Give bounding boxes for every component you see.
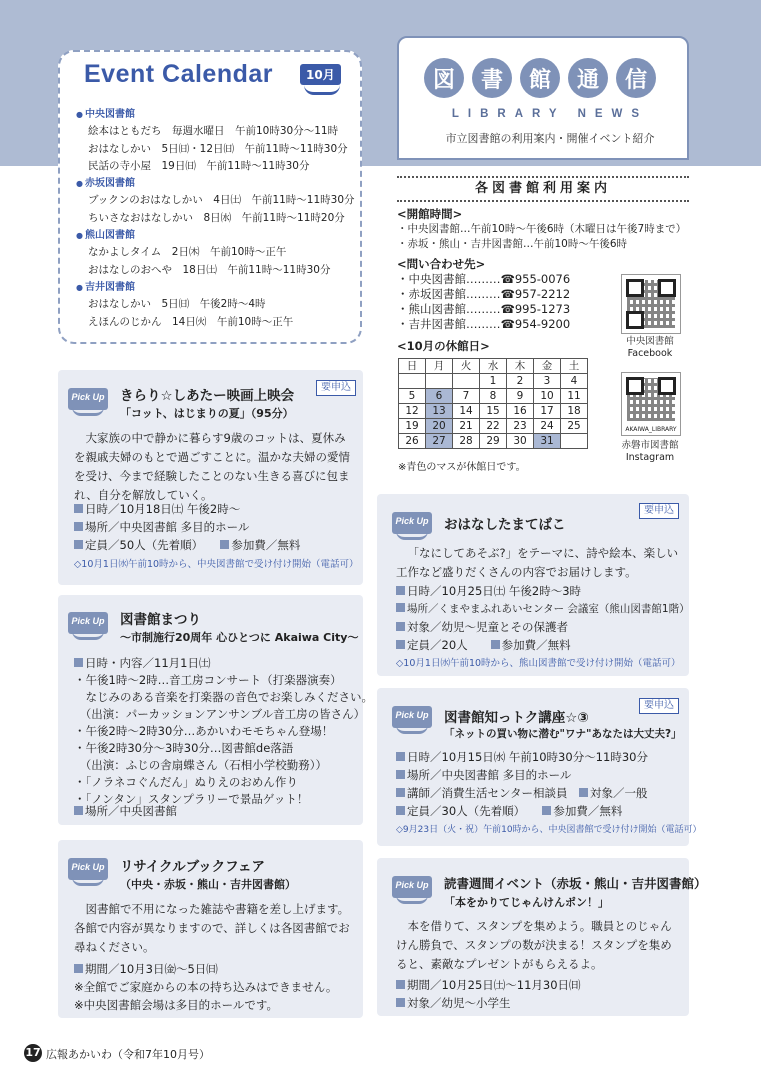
- card4-place: 場所／くまやまふれあいセンター 会議室（熊山図書館1階）: [396, 600, 690, 618]
- contact-line: ・熊山図書館………☎995-1273: [397, 302, 571, 316]
- calendar-day: [561, 434, 588, 449]
- event-calendar-library: ● 熊山図書館: [76, 227, 361, 244]
- book-icon: [304, 84, 340, 95]
- weekday-header: 月: [426, 359, 453, 374]
- calendar-day: 10: [534, 389, 561, 404]
- library-news-subtitle: LIBRARY NEWS: [451, 108, 649, 120]
- card2-place: 場所／中央図書館: [74, 802, 177, 820]
- weekday-header: 火: [453, 359, 480, 374]
- calendar-day: 7: [453, 389, 480, 404]
- weekday-header: 日: [399, 359, 426, 374]
- card4-body: 「なにしてあそぶ?」をテーマに、詩や絵本、楽しい工作など盛りだくさんの内容でお届けします。: [396, 546, 679, 579]
- event-calendar-item: おはなしのおへや 18日㈯ 午前11時～11時30分: [88, 263, 331, 276]
- pickup-badge: Pick Up: [68, 388, 108, 416]
- qr2-caption-line: 赤磐市図書館: [621, 440, 679, 451]
- festival-item: なじみのある音楽を打楽器の音色でお楽しみください。: [74, 690, 373, 704]
- card1-capacity: 定員／50人（先着順） 参加費／無料: [74, 536, 300, 554]
- event-calendar-item: 絵本はともだち 毎週水曜日 午前10時30分～11時: [88, 125, 339, 138]
- qr1-caption-line: 中央図書館: [626, 336, 674, 347]
- hours-line: ・赤坂・熊山・吉井図書館…午前10時～午後6時: [397, 238, 628, 250]
- library-news-title: [424, 58, 656, 98]
- festival-item: ・午後2時30分～3時30分…図書館de落語: [74, 741, 294, 755]
- calendar-day: 3: [534, 374, 561, 389]
- card6-body: 本を借りて、スタンプを集めよう。職員とのじゃんけん勝負で、スタンプの数が決まる！スタンプを集めると、素敵なプレゼントがもらえるよ。: [396, 919, 672, 971]
- card3-note1: ※全館でご家庭からの本の持ち込みはできません。: [74, 980, 338, 994]
- festival-item: ・「ノラネコぐんだん」ぬりえのおめん作り: [74, 775, 298, 789]
- library-news-char: 館: [520, 58, 560, 98]
- event-calendar-library: ● 赤坂図書館: [76, 175, 361, 192]
- card5-title: 図書館知っトク講座☆③: [444, 710, 589, 726]
- card4-capacity: 定員／20人 参加費／無料: [396, 636, 571, 654]
- closed-note: ※青色のマスが休館日です。: [398, 462, 526, 473]
- card5-date: 日時／10月15日㈬ 午前10時30分～11時30分: [396, 748, 648, 766]
- calendar-day: 16: [507, 404, 534, 419]
- library-news-char: 書: [472, 58, 512, 98]
- calendar-day: 11: [561, 389, 588, 404]
- card5-note: ◇9月23日（火・祝）午前10時から、中央図書館で受け付け開始（電話可）: [396, 825, 702, 835]
- contacts: [397, 257, 607, 332]
- calendar-day: 19: [399, 419, 426, 434]
- event-calendar-list: [76, 106, 361, 331]
- hours-line: ・中央図書館…午前10時～午後6時（木曜日は午後7時まで）: [397, 223, 687, 235]
- library-news-char: 図: [424, 58, 464, 98]
- calendar-day: 13: [426, 404, 453, 419]
- calendar-day: 20: [426, 419, 453, 434]
- pickup-badge: Pick Up: [392, 512, 432, 540]
- festival-item: ・「ノンタン」スタンプラリーで景品ゲット！: [74, 792, 309, 806]
- event-calendar-title: Event Calendar: [84, 60, 274, 88]
- event-calendar-item: ちいさなおはなしかい 8日㈬ 午前11時～11時20分: [88, 211, 345, 224]
- card3-note2: ※中央図書館会場は多目的ホールです。: [74, 998, 278, 1012]
- event-calendar-item: ブックンのおはなしかい 4日㈯ 午前11時～11時30分: [88, 194, 355, 207]
- library-news-char: 通: [568, 58, 608, 98]
- event-calendar-item: えほんのじかん 14日㈫ 午前10時～正午: [88, 315, 294, 328]
- card2-title: 図書館まつり: [120, 612, 201, 628]
- calendar-day: 28: [453, 434, 480, 449]
- pickup-badge: Pick Up: [68, 858, 108, 886]
- card2-items: [74, 672, 373, 808]
- card1-note: ◇10月1日㈬午前10時から、中央図書館で受け付け開始（電話可）: [74, 559, 359, 570]
- card2-subtitle: ～市制施行20周年 心ひとつに Akaiwa City～: [120, 631, 359, 644]
- festival-item: ・午後1時～2時…音工房コンサート（打楽器演奏）: [74, 673, 342, 687]
- instagram-qr-code[interactable]: [621, 372, 681, 436]
- card1-subtitle: 「コット、はじまりの夏」（95分）: [120, 407, 294, 420]
- event-calendar-library: ● 中央図書館: [76, 106, 361, 123]
- weekday-header: 水: [480, 359, 507, 374]
- weekday-header: 木: [507, 359, 534, 374]
- qr1-caption-line: Facebook: [627, 348, 673, 359]
- calendar-day: 24: [534, 419, 561, 434]
- weekday-header: 土: [561, 359, 588, 374]
- registration-required-badge: 要申込: [639, 503, 679, 519]
- card5-subtitle: 「ネットの買い物に潜む"ワナ"あなたは大丈夫?」: [444, 728, 682, 740]
- card4-date: 日時／10月25日㈯ 午後2時～3時: [396, 582, 581, 600]
- page-number: 17: [24, 1044, 42, 1062]
- opening-hours: [397, 207, 697, 252]
- calendar-day: 1: [480, 374, 507, 389]
- qr2-caption-line: Instagram: [625, 452, 675, 463]
- card6-target: 対象／幼児～小学生: [396, 994, 511, 1012]
- festival-item: ・午後2時～2時30分…あかいわモモちゃん登場！: [74, 724, 334, 738]
- event-calendar-library: ● 吉井図書館: [76, 279, 361, 296]
- card1-place: 場所／中央図書館 多目的ホール: [74, 518, 249, 536]
- festival-item: （出演：ふじの舎扇蝶さん（石相小学校勤務））: [74, 758, 327, 772]
- calendar-day: 5: [399, 389, 426, 404]
- pickup-badge: Pick Up: [392, 876, 432, 904]
- qr2-caption: [608, 440, 692, 464]
- calendar-day: 25: [561, 419, 588, 434]
- qr2-label: AKAIWA_LIBRARY: [625, 426, 677, 433]
- card6-title: 読書週間イベント（赤坂・熊山・吉井図書館）: [444, 876, 707, 891]
- event-calendar-item: なかよしタイム 2日㈭ 午前10時～正午: [88, 246, 287, 259]
- contact-line: ・赤坂図書館………☎957-2212: [397, 287, 571, 301]
- pickup-badge: Pick Up: [68, 612, 108, 640]
- event-calendar-item: おはなしかい 5日㈰・12日㈰ 午前11時～11時30分: [88, 142, 348, 155]
- pickup-badge: Pick Up: [392, 706, 432, 734]
- calendar-day: 29: [480, 434, 507, 449]
- card1-date: 日時／10月18日㈯ 午後2時～: [74, 500, 240, 518]
- calendar-day: 6: [426, 389, 453, 404]
- card2-date: 日時・内容／11月1日㈯: [74, 654, 210, 672]
- qr1-caption: [608, 336, 692, 360]
- weekday-header: 金: [534, 359, 561, 374]
- card3-title: リサイクルブックフェア: [120, 859, 265, 875]
- card3-period: 期間／10月3日㈮～5日㈰: [74, 960, 218, 978]
- calendar-day: 23: [507, 419, 534, 434]
- card5-capacity: 定員／30人（先着順） 参加費／無料: [396, 802, 622, 820]
- contact-line: ・中央図書館………☎955-0076: [397, 272, 571, 286]
- calendar-day: 26: [399, 434, 426, 449]
- calendar-day: 22: [480, 419, 507, 434]
- calendar-day: 30: [507, 434, 534, 449]
- registration-required-badge: 要申込: [639, 698, 679, 714]
- facebook-qr-code[interactable]: [621, 274, 681, 334]
- calendar-day: [426, 374, 453, 389]
- card4-target: 対象／幼児～児童とその保護者: [396, 618, 568, 636]
- calendar-day: 17: [534, 404, 561, 419]
- card1-title: きらり☆しあたー映画上映会: [120, 388, 295, 404]
- contact-line: ・吉井図書館………☎954-9200: [397, 317, 571, 331]
- calendar-day: 31: [534, 434, 561, 449]
- event-calendar-item: おはなしかい 5日㈰ 午後2時～4時: [88, 298, 266, 311]
- library-news-char: 信: [616, 58, 656, 98]
- calendar-day: 14: [453, 404, 480, 419]
- card3-subtitle: （中央・赤坂・熊山・吉井図書館）: [120, 878, 296, 891]
- calendar-day: 4: [561, 374, 588, 389]
- event-calendar-month: 10月: [300, 64, 341, 85]
- calendar-day: [453, 374, 480, 389]
- closed-days-calendar: [398, 358, 588, 449]
- card1-body: 大家族の中で静かに暮らす9歳のコットは、夏休みを親戚夫婦のもとで過ごすことに。温かな夫婦の愛情を受け、今まで経験したことのない生きる喜びに包まれ、自分を解放していく。: [74, 431, 350, 502]
- contact-label: <問い合わせ先>: [397, 257, 486, 271]
- card3-body: 図書館で不用になった雑誌や書籍を差し上げます。各館で内容が異なりますので、詳しくは各図書館でお尋ねください。: [74, 902, 350, 954]
- library-news-desc: 市立図書館の利用案内・開催イベント紹介: [445, 132, 655, 145]
- card4-note: ◇10月1日㈬午前10時から、熊山図書館で受け付け開始（電話可）: [396, 658, 681, 669]
- calendar-day: 8: [480, 389, 507, 404]
- calendar-day: 9: [507, 389, 534, 404]
- closed-days-label: <10月の休館日>: [397, 339, 490, 353]
- calendar-day: 2: [507, 374, 534, 389]
- card5-lecturer: 講師／消費生活センター相談員 対象／一般: [396, 784, 648, 802]
- calendar-day: 18: [561, 404, 588, 419]
- card6-period: 期間／10月25日㈯～11月30日㈰: [396, 976, 581, 994]
- calendar-day: 12: [399, 404, 426, 419]
- event-calendar-item: 民話の寺小屋 19日㈰ 午前11時～11時30分: [88, 159, 310, 172]
- calendar-day: 27: [426, 434, 453, 449]
- calendar-day: 21: [453, 419, 480, 434]
- festival-item: （出演：パーカッションアンサンブル音工房の皆さん）: [74, 707, 366, 721]
- registration-required-badge: 要申込: [316, 380, 356, 396]
- card5-place: 場所／中央図書館 多目的ホール: [396, 766, 571, 784]
- calendar-day: [399, 374, 426, 389]
- footer-text: 広報あかいわ（令和7年10月号）: [46, 1048, 210, 1061]
- card4-title: おはなしたまてばこ: [444, 517, 566, 533]
- card6-subtitle: 「本をかりてじゃんけんポン！」: [444, 896, 609, 909]
- opening-hours-label: <開館時間>: [397, 207, 463, 221]
- info-title: 各図書館利用案内: [397, 176, 689, 202]
- calendar-day: 15: [480, 404, 507, 419]
